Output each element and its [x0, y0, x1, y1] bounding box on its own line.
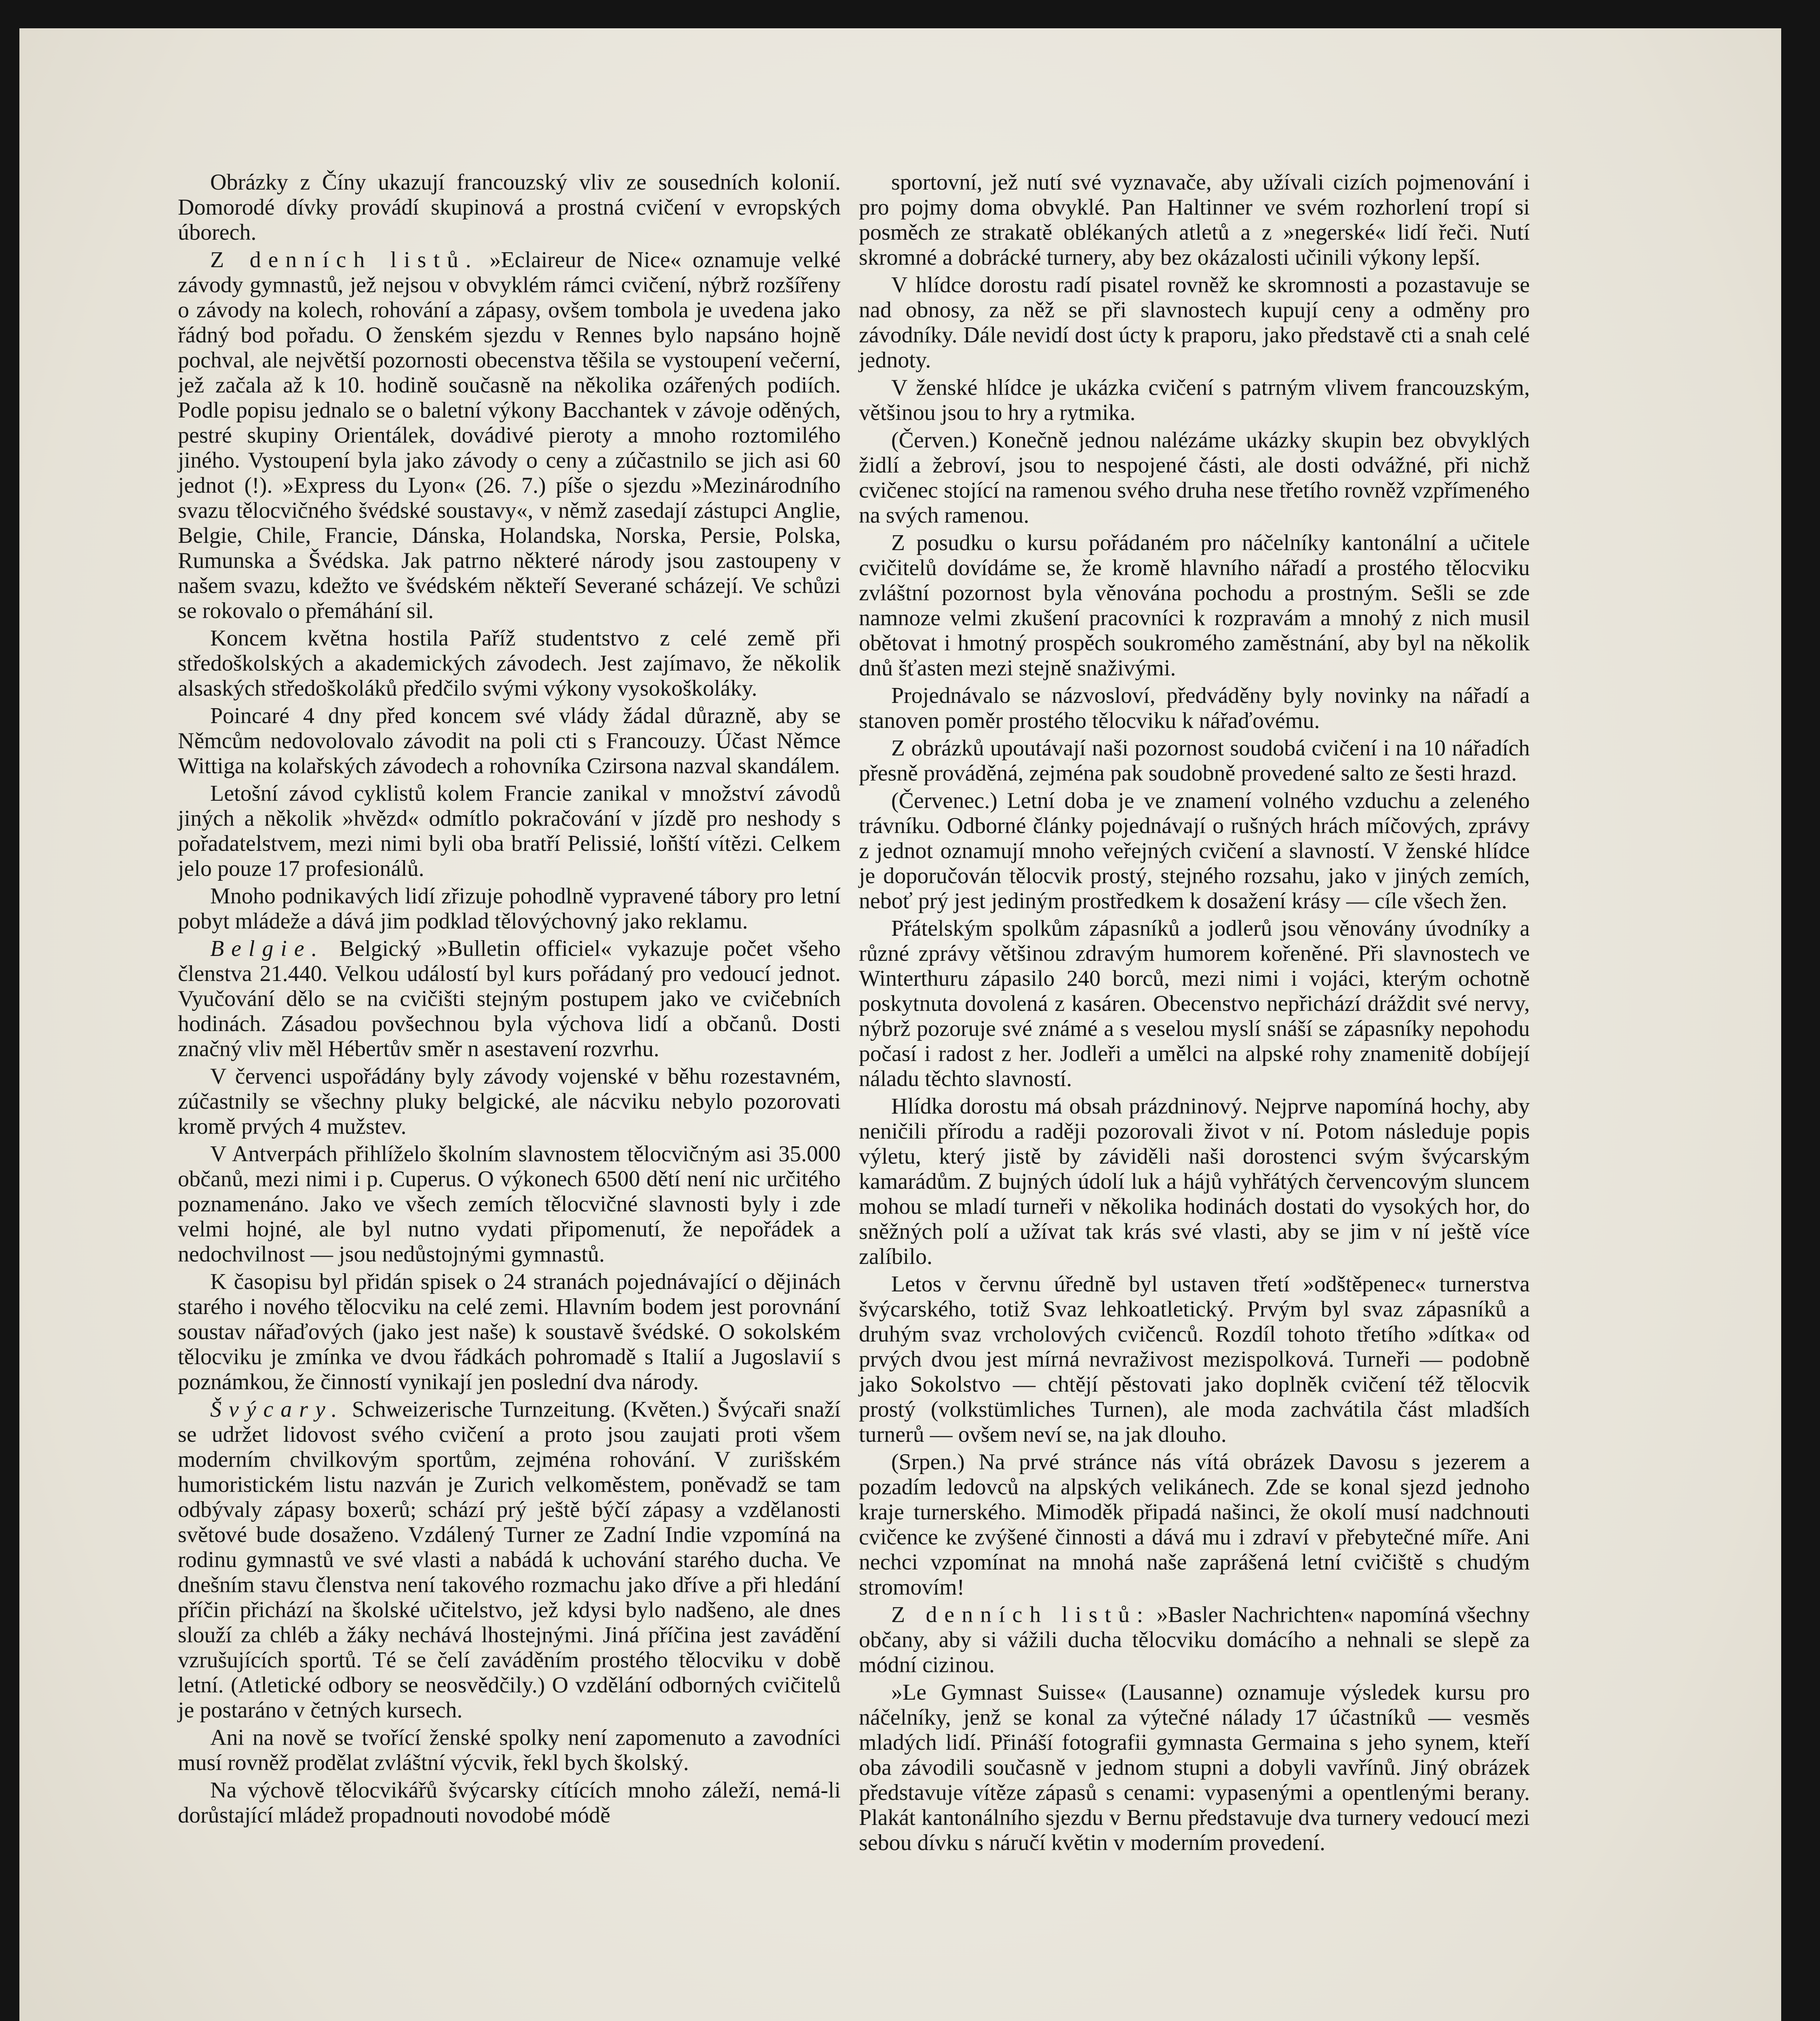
paragraph-text: (Červenec.) Letní doba je ve znamení volného vzduchu a zeleného trávníku. Odborné články pojednávají o rušných hrách míčových, zprávy z jednot oznamují mnoho veřejných cvičení a slavností. V ženské hlídce je doporučován tělocvik prostý, stejného rozsahu, jako v jiných zemích, neboť prý jest jediným prostředkem k dosažení krásy — cíle všech žen. [859, 788, 1530, 913]
paragraph [859, 1094, 1530, 1269]
section-lead: Z denních listů: [891, 1602, 1151, 1627]
paragraph-text: Ani na nově se tvořící ženské spolky není zapomenuto a zavodníci musí rovněž prodělat zvláštní výcvik, řekl bych školský. [178, 1725, 841, 1775]
paragraph-text: Letošní závod cyklistů kolem Francie zanikal v množství závodů jiných a několik »hvězd« odmítlo pokračování v jízdě pro neshody s pořadatelstvem, mezi nimi byli oba bratří Pelissié, loňští vítězi. Celkem jelo pouze 17 profesionálů. [178, 781, 841, 881]
paragraph-text: Na výchově tělocvikářů švýcarsky cítících mnoho záleží, nemá-li dorůstající mládež propadnouti novodobé módě [178, 1778, 841, 1828]
paragraph-text: V ženské hlídce je ukázka cvičení s patrným vlivem francouzským, většinou jsou to hry a rytmika. [859, 375, 1530, 425]
paragraph [178, 884, 841, 934]
paragraph-text: V červenci uspořádány byly závody vojenské v běhu rozestavném, zúčastnily se všechny pluky belgické, ale nácviku nebylo pozorovati kromě prvých 4 mužstev. [178, 1064, 841, 1139]
paragraph-text: K časopisu byl přidán spisek o 24 stranách pojednávající o dějinách starého i nového tělocviku na celé zemi. Hlavním bodem jest porovnání soustav nářaďových (jako jest naše) k soustavě švédské. O sokolském tělocviku je zmínka ve dvou řádkách pohromadě s Italií a Jugoslavií s poznámkou, že činností vynikají jen poslední dva národy. [178, 1269, 841, 1394]
paragraph [859, 530, 1530, 681]
paragraph-text: Přátelským spolkům zápasníků a jodlerů jsou věnovány úvodníky a různé zprávy většinou zdravým humorem kořeněné. Při slavnostech ve Winterthuru zápasilo 240 borců, mezi nimi i vojáci, kterým ochotně poskytnuta dovolená z kasáren. Obecenstvo nepřichází dráždit své nervy, nýbrž pozoruje své známé a s veselou myslí snáší se zápasníky nepohodu počasí i radost z her. Jodleři a umělci na alpské rohy znamenitě dobíjejí náladu těchto slavností. [859, 916, 1530, 1091]
paragraph-text: »Le Gymnast Suisse« (Lausanne) oznamuje výsledek kursu pro náčelníky, jenž se konal za výtečné nálady 17 účastníků — vesměs mladých lidí. Přináší fotografii gymnasta Germaina s jeho synem, kteří oba závodili současně v jednom stupni a dobyli vavřínů. Jiný obrázek představuje vítěze zápasů s cenami: vypasenými a opentlenými berany. Plakát kantonálního sjezdu v Bernu představuje dva turnery vedoucí mezi sebou dívku s náručí květin v moderním provedení. [859, 1680, 1530, 1855]
paragraph [859, 1272, 1530, 1447]
paragraph [859, 272, 1530, 373]
paragraph-text: Projednávalo se názvosloví, předváděny byly novinky na nářadí a stanoven poměr prostého tělocviku k nářaďovému. [859, 683, 1530, 733]
paragraph [859, 1680, 1530, 1855]
paragraph [178, 703, 841, 778]
paragraph-text: Z posudku o kursu pořádaném pro náčelníky kantonální a učitele cvičitelů dovídáme se, že kromě hlavního nářadí a prostého tělocviku zvláštní pozornost byla věnována pochodu a prostným. Sešli se zde namnoze velmi zkušení pracovníci k rozpravám a mnohý z nich musil obětovat i hmotný prospěch soukromého zaměstnání, aby byl na několik dnů šťasten mezi stejně snaživými. [859, 530, 1530, 681]
paragraph-text: V Antverpách přihlíželo školním slavnostem tělocvičným asi 35.000 občanů, mezi nimi i p. Cuperus. O výkonech 6500 dětí není nic určitého poznamenáno. Jako ve všech zemích tělocvičné slavnosti byly i zde velmi hojné, ale byl nutno vydati připomenutí, že nepořádek a nedochvilnost — jsou nedůstojnými gymnastů. [178, 1141, 841, 1267]
paragraph-text: Z obrázků upoutávají naši pozornost soudobá cvičení i na 10 nářadích přesně prováděná, zejména pak soudobně provedené salto ze šesti hrazd. [859, 736, 1530, 786]
paragraph-text: »Basler Nachrichten« napomíná všechny občany, aby si vážili ducha tělocviku domácího a nehnali se slepě za módní cizinou. [859, 1602, 1530, 1677]
section-lead: Belgie. [210, 936, 325, 961]
paragraph [859, 916, 1530, 1091]
paragraph [859, 428, 1530, 528]
section-lead: Švýcary. [210, 1397, 344, 1422]
paragraph-text: Letos v červnu úředně byl ustaven třetí »odštěpenec« turnerstva švýcarského, totiž Svaz lehkoatletický. Prvým byl svaz zápasníků a druhým svaz vrcholových cvičenců. Rozdíl tohoto třetího »dítka« od prvých dvou jest mírná nevraživost mezispolková. Turneři — podobně jako Sokolstvo — chtějí pěstovati jako doplněk cvičení též tělocvik prostý (volkstümliches Turnen), ale moda zachvátila část mladších turnerů — ovšem neví se, na jak dlouho. [859, 1272, 1530, 1447]
paragraph-text: sportovní, jež nutí své vyznavače, aby užívali cizích pojmenování i pro pojmy doma obvyklé. Pan Haltinner ve svém rozhorlení tropí si posměch ze strakatě oblékaných atletů a z »negerské« lidí řeči. Nutí skromné a dobrácké turnery, aby bez okázalosti učinili výkony lepší. [859, 170, 1530, 270]
paragraph [178, 1725, 841, 1775]
right-column [859, 170, 1530, 1858]
paragraph-text: Schweizerische Turnzeitung. (Květen.) Švýcaři snaží se udržet lidovost svého cvičení a proto jsou zaujati proti všem moderním chvilkovým sportům, zejména rohování. V zurišském humoristickém listu nazván je Zurich velkoměstem, poněvadž se tam odbývaly zápasy boxerů; schází prý ještě býčí zápasy a vzdělanosti světové bude dosaženo. Vzdálený Turner ze Zadní Indie vzpomíná na rodinu gymnastů ve své vlasti a nabádá k uchování starého ducha. Ve dnešním stavu členstva není takového rozmachu jako dříve a při hledání příčin přichází na školské učitelstvo, jež kdysi bylo nadšeno, ale dnes slouží za chléb a žáky nechává lhostejnými. Jiná příčina jest zavádění vzrušujících sportů. Té se čelí zaváděním prostého tělocviku v době letní. (Atletické odbory se neosvědčily.) O vzdělání odborných cvičitelů je postaráno v četných kursech. [178, 1397, 841, 1723]
paragraph [859, 170, 1530, 270]
paragraph [178, 247, 841, 623]
paragraph [859, 788, 1530, 913]
paragraph [859, 375, 1530, 425]
paragraph [178, 1064, 841, 1139]
paragraph-text: (Červen.) Konečně jednou nalézáme ukázky skupin bez obvyklých židlí a žebroví, jsou to nespojené části, ale dosti odvážné, při nichž cvičenec stojící na ramenou svého druha nese třetího rovněž vzpřímeného na svých ramenou. [859, 428, 1530, 528]
paragraph-text: Obrázky z Číny ukazují francouzský vliv ze sousedních kolonií. Domorodé dívky provádí skupinová a prostná cvičení v evropských úborech. [178, 170, 841, 245]
paragraph [859, 1449, 1530, 1600]
paragraph [178, 1141, 841, 1267]
left-column [178, 170, 841, 1830]
paragraph [178, 936, 841, 1061]
paragraph-text: Poincaré 4 dny před koncem své vlády žádal důrazně, aby se Němcům nedovolovalo závodit na poli cti s Francouzy. Účast Němce Wittiga na kolařských závodech a rohovníka Czirsona nazval skandálem. [178, 703, 841, 778]
scan-border-top [0, 0, 1820, 28]
scan-border-left [0, 0, 19, 2021]
paragraph-text: V hlídce dorostu radí pisatel rovněž ke skromnosti a pozastavuje se nad obnosy, za něž se při slavnostech kupují ceny a odměny pro závodníky. Dále nevidí dost úcty k praporu, jako představě cti a snah celé jednoty. [859, 272, 1530, 373]
paragraph-text: Hlídka dorostu má obsah prázdninový. Nejprve napomíná hochy, aby neničili přírodu a raději pozorovali život v ní. Potom následuje popis výletu, který jistě by záviděli naši dorostenci svým švýcarským kamarádům. Z bujných údolí luk a hájů vyhřátých červencovým sluncem mohou se mladí turneři v několika hodinách dostati do vysokých hor, do sněžných polí a užívat tak krás své vlasti, aby se jim v ní ještě více zalíbilo. [859, 1094, 1530, 1269]
paragraph [178, 1269, 841, 1394]
paragraph-text: Belgický »Bulletin officiel« vykazuje počet všeho členstva 21.440. Velkou událostí byl kurs pořádaný pro vedoucí jednot. Vyučování dělo se na cvičišti stejným postupem jako ve cvičebních hodinách. Zásadou povšechnou byla výchova lidí a občanů. Dosti značný vliv měl Hébertův směr n asestavení rozvrhu. [178, 936, 841, 1061]
paragraph [178, 1397, 841, 1723]
paragraph [178, 170, 841, 245]
paragraph [178, 626, 841, 701]
paragraph [178, 1778, 841, 1828]
paragraph-text: Mnoho podnikavých lidí zřizuje pohodlně vypravené tábory pro letní pobyt mládeže a dává jim podklad tělovýchovný jako reklamu. [178, 884, 841, 934]
paragraph [859, 736, 1530, 786]
paragraph [859, 1602, 1530, 1677]
paragraph-text: »Eclaireur de Nice« oznamuje velké závody gymnastů, jež nejsou v obvyklém rámci cvičení, nýbrž rozšířeny o závody na kolech, rohování a zápasy, ovšem tombola je uvedena jako řádný bod pořadu. O ženském sjezdu v Rennes bylo napsáno hojně pochval, ale největší pozornosti obecenstva těšila se vystoupení večerní, jež začala až k 10. hodině současně na několika ozářených podiích. Podle popisu jednalo se o baletní výkony Bacchantek v závoje oděných, pestré skupiny Orientálek, dovádivé pieroty a mnoho roztomilého jiného. Vystoupení byla jako závody o ceny a zúčastnilo se jich asi 60 jednot (!). »Express du Lyon« (26. 7.) píše o sjezdu »Mezinárodního svazu tělocvičného švédské soustavy«, v němž zasedají zástupci Anglie, Belgie, Chile, Francie, Dánska, Holandska, Norska, Persie, Polska, Rumunska a Švédska. Jak patrno některé národy jsou zastoupeny v našem svazu, kdežto ve švédském někteří Severané scházejí. Ve schůzi se rokovalo o přemáhání sil. [178, 247, 841, 623]
paragraph [859, 683, 1530, 733]
paragraph [178, 781, 841, 881]
paragraph-text: Koncem května hostila Paříž studentstvo z celé země při středoškolských a akademických závodech. Jest zajímavo, že několik alsaských středoškoláků předčilo svými výkony vysokoškoláky. [178, 626, 841, 701]
scan-border-right [1781, 0, 1820, 2021]
section-lead: Z denních listů. [210, 247, 479, 272]
paragraph-text: (Srpen.) Na prvé stránce nás vítá obrázek Davosu s jezerem a pozadím ledovců na alpských velikánech. Zde se konal sjezd jednoho kraje turnerského. Mimoděk připadá našinci, že okolí musí nadchnouti cvičence ke zvýšené činnosti a dává mu i zdraví v přebytečné míře. Ani nechci vzpomínat na mnohá naše zaprášená letní cvičiště s chudým stromovím! [859, 1449, 1530, 1600]
